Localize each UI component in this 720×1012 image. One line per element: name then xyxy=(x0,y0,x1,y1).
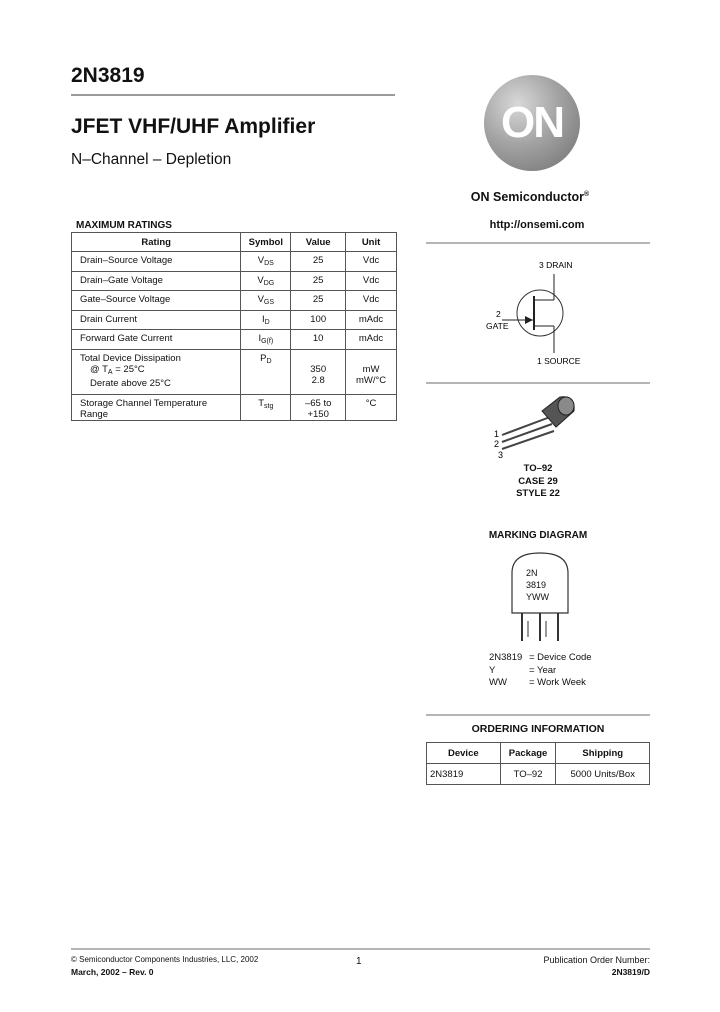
symbol-subscript: DS xyxy=(264,260,274,267)
symbol-letter: V xyxy=(257,274,264,286)
rating-cell: Forward Gate Current xyxy=(72,330,241,350)
marking-diagram-heading: MARKING DIAGRAM xyxy=(488,530,588,541)
value-cell: 10 xyxy=(291,330,346,350)
trademark-mark: ® xyxy=(584,190,590,198)
gate-arrow-icon xyxy=(525,316,533,324)
symbol-subscript: G(f) xyxy=(261,338,274,346)
col-header-unit: Unit xyxy=(346,233,397,252)
package-caption xyxy=(490,463,586,501)
table-row xyxy=(72,394,397,420)
symbol-cell xyxy=(241,349,291,394)
publication-number: 2N3819/D xyxy=(611,967,650,977)
rating-cell xyxy=(72,349,241,394)
jfet-symbol-diagram xyxy=(470,258,600,373)
symbol-subscript: DG xyxy=(263,279,275,287)
col-header-device: Device xyxy=(427,743,501,764)
source-label: 1 SOURCE xyxy=(537,356,581,366)
symbol-cell xyxy=(241,310,291,330)
derate-label: Derate above 25°C xyxy=(90,377,171,389)
gate-label: GATE xyxy=(486,321,509,331)
legend-key: 2N3819 xyxy=(489,652,523,663)
company-name xyxy=(440,190,620,204)
table-row xyxy=(72,271,397,291)
table-row xyxy=(72,252,397,272)
dissipation-label: Total Device Dissipation xyxy=(80,352,181,364)
symbol-cell xyxy=(241,271,291,291)
table-header-row xyxy=(72,233,397,252)
condition-subscript: A xyxy=(107,368,113,376)
legend-desc: = Device Code xyxy=(529,652,592,663)
legend-key: Y xyxy=(489,664,496,676)
unit-cell: °C xyxy=(346,394,397,420)
rating-cell: Storage Channel Temperature Range xyxy=(72,394,241,420)
unit-cell xyxy=(346,349,397,394)
col-header-shipping: Shipping xyxy=(556,743,650,764)
value-cell: 25 xyxy=(291,291,346,311)
unit-cell: Vdc xyxy=(346,291,397,311)
drain-label: 3 DRAIN xyxy=(539,260,573,270)
col-header-package: Package xyxy=(500,743,556,764)
legend-desc: = Year xyxy=(529,664,557,676)
table-row xyxy=(72,330,397,350)
value-line: 350 xyxy=(310,363,327,375)
unit-line: mW/°C xyxy=(355,374,387,386)
symbol-cell xyxy=(241,291,291,311)
ordering-table xyxy=(426,742,650,785)
table-row xyxy=(427,764,650,785)
to92-package-drawing xyxy=(490,395,586,463)
symbol-letter: V xyxy=(257,255,265,266)
publication-label: Publication Order Number: xyxy=(543,955,650,965)
package-type: TO–92 xyxy=(523,463,553,474)
symbol-cell xyxy=(241,330,291,350)
value-line: 2.8 xyxy=(311,374,325,386)
pin-2-label: 2 xyxy=(494,439,500,449)
shipping-cell: 5000 Units/Box xyxy=(556,764,650,785)
legend-row xyxy=(489,665,592,678)
symbol-letter: I xyxy=(261,313,265,325)
unit-cell: Vdc xyxy=(346,252,397,272)
device-circle xyxy=(517,290,563,336)
symbol-letter: P xyxy=(260,352,267,364)
rating-cell: Drain Current xyxy=(72,310,241,330)
ordering-info-heading: ORDERING INFORMATION xyxy=(471,723,605,735)
unit-line: mW xyxy=(362,363,380,375)
value-cell: –65 to +150 xyxy=(291,394,346,420)
page-number: 1 xyxy=(356,956,362,967)
package-style: STYLE 22 xyxy=(516,488,560,499)
symbol-subscript: D xyxy=(266,357,272,365)
right-divider-2 xyxy=(426,382,650,384)
symbol-subscript: D xyxy=(264,318,270,326)
dissipation-condition xyxy=(80,364,237,378)
copyright-text: © Semiconductor Components Industries, LLC, 2002 xyxy=(71,955,259,964)
symbol-letter: V xyxy=(257,294,264,306)
symbol-letter: T xyxy=(258,397,265,409)
right-divider-1 xyxy=(426,242,650,244)
right-divider-3 xyxy=(426,714,650,716)
transistor-face xyxy=(558,397,574,415)
value-cell xyxy=(291,349,346,394)
marking-line-3: YWW xyxy=(526,592,549,602)
col-header-value: Value xyxy=(291,233,346,252)
legend-row xyxy=(489,677,592,690)
revision-date: March, 2002 – Rev. 0 xyxy=(71,967,154,977)
package-case: CASE 29 xyxy=(518,475,558,487)
symbol-cell xyxy=(241,394,291,420)
max-ratings-table xyxy=(71,232,397,421)
col-header-symbol: Symbol xyxy=(241,233,291,252)
document-subtitle: N–Channel – Depletion xyxy=(71,151,232,168)
gate-number-label: 2 xyxy=(496,309,501,319)
symbol-cell xyxy=(241,252,291,272)
symbol-subscript: GS xyxy=(263,299,275,307)
rating-cell: Drain–Source Voltage xyxy=(72,252,241,272)
rating-cell: Drain–Gate Voltage xyxy=(72,271,241,291)
marking-line-2: 3819 xyxy=(526,580,547,590)
value-cell: 25 xyxy=(291,252,346,272)
legend-key: WW xyxy=(489,677,507,688)
document-title: JFET VHF/UHF Amplifier xyxy=(71,115,316,138)
table-header-row xyxy=(427,743,650,764)
unit-cell: mAdc xyxy=(346,330,397,350)
marking-legend xyxy=(489,652,592,690)
on-logo xyxy=(484,75,580,171)
table-row xyxy=(72,310,397,330)
legend-row xyxy=(489,652,592,665)
symbol-letter: I xyxy=(258,333,262,345)
package-cell: TO–92 xyxy=(500,764,556,785)
col-header-rating: Rating xyxy=(72,233,241,252)
company-label: ON Semiconductor xyxy=(470,190,585,204)
legend-desc: = Work Week xyxy=(529,677,586,688)
logo-text: ON xyxy=(501,98,563,147)
value-cell: 100 xyxy=(291,310,346,330)
marking-line-1: 2N xyxy=(526,568,538,578)
table-row xyxy=(72,291,397,311)
value-cell: 25 xyxy=(291,271,346,291)
pin-3-label: 3 xyxy=(498,450,504,460)
device-cell: 2N3819 xyxy=(427,764,501,785)
company-url[interactable]: http://onsemi.com xyxy=(489,219,585,231)
condition-prefix: @ T xyxy=(90,363,108,375)
unit-cell: Vdc xyxy=(346,271,397,291)
title-divider xyxy=(71,94,395,96)
unit-cell: mAdc xyxy=(346,310,397,330)
symbol-subscript: stg xyxy=(264,402,274,410)
rating-cell: Gate–Source Voltage xyxy=(72,291,241,311)
max-ratings-heading: MAXIMUM RATINGS xyxy=(76,220,172,231)
table-row-dissipation xyxy=(72,349,397,394)
part-number: 2N3819 xyxy=(71,64,145,87)
footer-divider xyxy=(71,948,650,950)
condition-suffix: = 25°C xyxy=(112,363,145,375)
pin-1-label: 1 xyxy=(494,429,500,439)
